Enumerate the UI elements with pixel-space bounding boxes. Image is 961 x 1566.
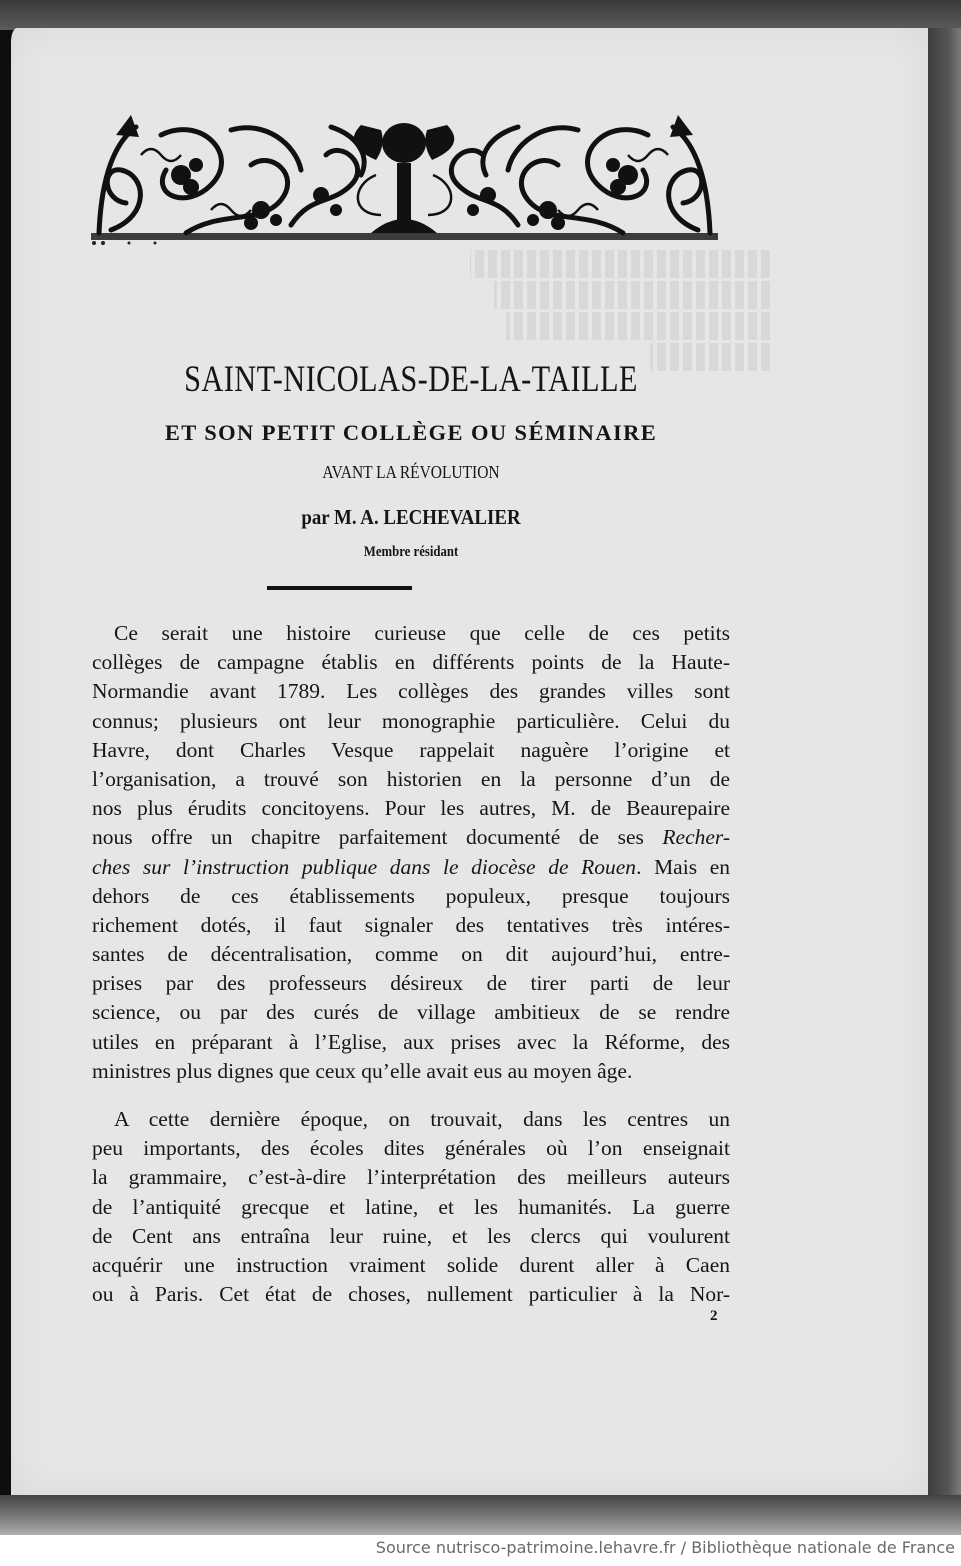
text-span: . Mais en	[636, 854, 730, 879]
floral-headpiece-ornament-icon	[91, 115, 718, 240]
text-line: santes de décentralisation, comme on dit aujourd’hui, entre-	[92, 942, 730, 967]
text-line: dehors de ces établissements populeux, presque toujours	[92, 883, 730, 908]
text-line: de Cent ans entraîna leur ruine, et les clercs qui voulurent	[92, 1223, 730, 1248]
italic-book-title-part-2: ches sur l’instruction publique dans le diocèse de Rouen	[92, 854, 637, 879]
text-line: peu importants, des écoles dites générales où l’on enseignait	[92, 1136, 730, 1161]
text-line: Normandie avant 1789. Les collèges des grandes villes sont	[92, 679, 730, 704]
text-line: nos plus érudits concitoyens. Pour les autres, M. de Beaurepaire	[92, 796, 730, 821]
author-role: Membre résidant	[363, 544, 459, 560]
paragraph-2	[92, 1105, 730, 1309]
text-line: l’organisation, a trouvé son historien en la personne d’un de	[92, 766, 730, 791]
bleed-through-texture	[470, 250, 770, 374]
article-subtitle-2: AVANT LA RÉVOLUTION	[322, 462, 500, 482]
ornament-dots	[91, 240, 161, 246]
text-line: Ce serait une histoire curieuse que celle de ces petits	[114, 621, 730, 645]
text-line: la grammaire, c’est-à-dire l’interprétation des meilleurs auteurs	[92, 1165, 730, 1190]
scan-bottom-band	[0, 1495, 961, 1535]
scan-right-edge	[928, 28, 961, 1508]
text-line: prises par des professeurs désireux de tirer parti de leur	[92, 971, 730, 996]
author-line: par M. A. LECHEVALIER	[301, 505, 521, 529]
text-line: richement dotés, il faut signaler des tentatives très intéres-	[92, 912, 730, 937]
article-title: SAINT-NICOLAS-DE-LA-TAILLE	[184, 359, 638, 400]
text-line	[92, 823, 730, 852]
text-line	[92, 853, 730, 882]
title-separator-rule	[267, 586, 412, 590]
text-line: ou à Paris. Cet état de choses, nullement particulier à la Nor-	[92, 1282, 730, 1307]
text-line: connus; plusieurs ont leur monographie particulière. Celui du	[92, 708, 730, 733]
text-line: ministres plus dignes que ceux qu’elle avait eus au moyen âge.	[92, 1058, 633, 1083]
page-number: 2	[710, 1308, 718, 1324]
text-line: utiles en préparant à l’Eglise, aux prises avec la Réforme, des	[92, 1029, 730, 1054]
paragraph-1	[92, 619, 730, 1086]
italic-book-title-part-1: Recher-	[662, 825, 730, 850]
text-span: nous offre un chapitre parfaitement documenté de ses	[92, 825, 663, 850]
article-subtitle: ET SON PETIT COLLÈGE OU SÉMINAIRE	[164, 420, 658, 445]
text-line: acquérir une instruction vraiment solide durent aller à Caen	[92, 1252, 730, 1277]
text-line: Havre, dont Charles Vesque rappelait naguère l’origine et	[92, 737, 730, 762]
text-line: A cette dernière époque, on trouvait, dans les centres un	[114, 1107, 730, 1131]
source-caption: Source nutrisco-patrimoine.lehavre.fr / Bibliothèque nationale de France	[375, 1538, 955, 1557]
text-line: science, ou par des curés de village ambitieux de se rendre	[92, 1000, 730, 1025]
text-line: de l’antiquité grecque et latine, et les humanités. La guerre	[92, 1194, 730, 1219]
text-line: collèges de campagne établis en différents points de la Haute-	[92, 650, 730, 675]
